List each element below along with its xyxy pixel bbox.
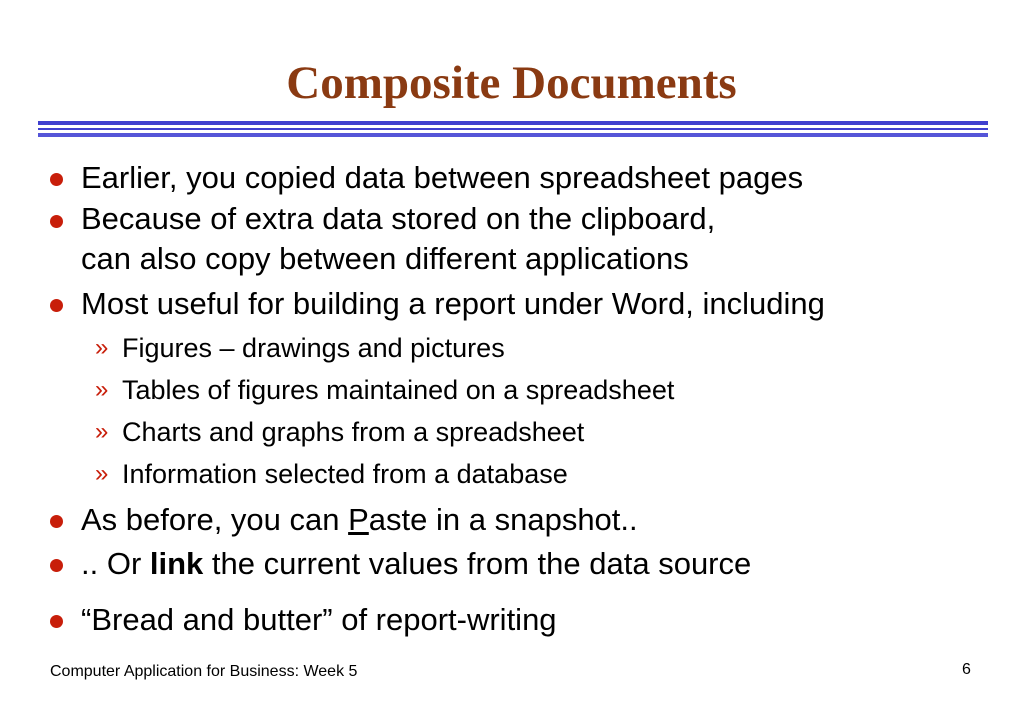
bullet-text [81, 500, 638, 540]
bullet-dot-icon [50, 559, 63, 572]
bullet-text-line: Because of extra data stored on the clipboard, [81, 201, 716, 236]
sub-bullet-chevron-icon: » [95, 460, 109, 487]
sub-bullet-text: Information selected from a database [122, 459, 568, 489]
bullet-dot-icon [50, 615, 63, 628]
bullet-dot-icon [50, 173, 63, 186]
bullet-dot-icon [50, 299, 63, 312]
bullet-text: “Bread and butter” of report-writing [81, 602, 557, 637]
sub-bullet-text: Tables of figures maintained on a spreadsheet [122, 375, 675, 405]
sub-bullet-text: Charts and graphs from a spreadsheet [122, 417, 585, 447]
bullet-text-pre: .. Or [81, 546, 150, 581]
bullet-text-pre: As before, you can [81, 502, 349, 537]
title-rule-middle [38, 128, 988, 130]
sub-bullet-chevron-icon: » [95, 334, 109, 361]
slide-title: Composite Documents [286, 57, 737, 109]
bullet-text: Most useful for building a report under Word, including [81, 286, 825, 321]
bullet-text: Earlier, you copied data between spreadsheet pages [81, 160, 804, 195]
title-rule-bottom [38, 133, 988, 137]
link-keyword: link [149, 546, 204, 581]
title-rule-top [38, 121, 988, 125]
bullet-text-line: can also copy between different applications [81, 241, 689, 276]
bullet-text-post: the current values from the data source [203, 546, 752, 581]
bullet-dot-icon [50, 215, 63, 228]
sub-bullet-text: Figures – drawings and pictures [122, 333, 505, 363]
bullet-dot-icon [50, 515, 63, 528]
bullet-text-post: aste in a snapshot.. [368, 502, 638, 537]
sub-bullet-chevron-icon: » [95, 418, 109, 445]
page-number: 6 [962, 661, 971, 678]
bullet-text [81, 544, 751, 584]
bullet-text [81, 199, 715, 279]
paste-shortcut-letter: P [348, 502, 369, 537]
sub-bullet-chevron-icon: » [95, 376, 109, 403]
slide-footer: Computer Application for Business: Week 5 [50, 663, 358, 680]
